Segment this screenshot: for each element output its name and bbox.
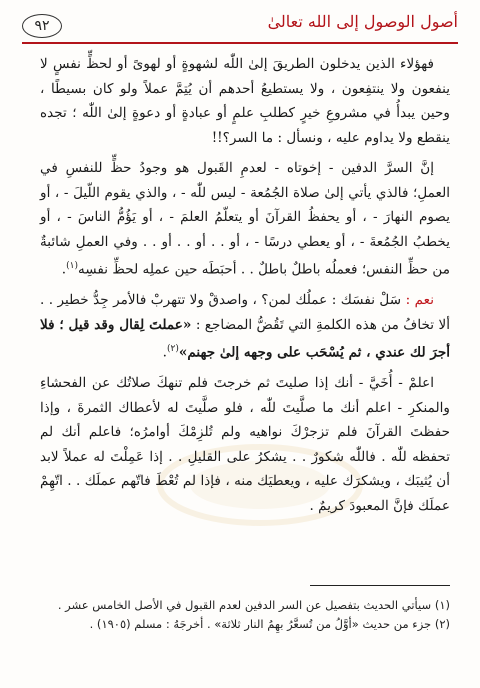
header-rule xyxy=(22,42,458,44)
running-title: أصول الوصول إلى الله تعالىٰ xyxy=(267,12,458,31)
footnote-2: (٢) جزء من حديث «أوَّلُ من تُسعَّرُ بهِمُ النار ثلاثة» . أخرجَهُ : مسلم (١٩٠٥) . xyxy=(89,617,450,631)
footnotes xyxy=(28,596,450,634)
paragraph-2-text: إنَّ السرَّ الدفين - إخوتاه - لعدمِ القَبول هو وجودُ حظٍّ للنفسِ في العملِ؛ فالذي يأتي إلىٰ صلاة الجُمُعة - ليس للّٰه - ، والذي يقوم اللّيلَ - ، أو يصوم النهارَ - ، أو يحفظُ القرآنَ أو يتعلّمُ العلمَ - ، أو يَؤُمُّ الناسَ - ، أو يخطبُ الجُمُعةَ - ، أو يعطي درسًا - ، أو . . أو . . أو . . وفي العملِ شائبةٌ من حظِّ النفس؛ فعملُه باطلٌ باطلٌ . . أحبَطَه حين عملِه لحظِّ نفسِه xyxy=(40,160,450,278)
paragraph-3: نعم : سَلْ نفسَك : عملُك لمن؟ ، واصدقْ ولا تتهربْ فالأمر جِدُّ خطير . . ألا تخافُ من هذه الكلمةِ التي تَقُضُّ المضاجع : «عملتَ لِقال وقد قيل ؛ فلا أجرَ لك عندي ، ثم يُسْحَب على وجهه إلىٰ جهنم»$^{(٢)}$. xyxy=(40,292,451,361)
footnote-separator xyxy=(310,585,450,586)
paragraph-4: اعلمْ - أُخَيَّ - أنك إذا صليتَ ثم خرجتَ فلم تنهكَ صلاتُك عن الفحشاءِ والمنكرِ - اعلم أنك ما صلَّيتَ للّٰه ، فلو صلَّيتَ له لأعطاك الثمرةَ ، وإذا حفظتَ القرآنَ فلم تزجرْكَ نواهيه ولم تُلزِمْكَ أوامرُه؛ فاعلم أنك لم تحفظه للّٰه . فاللّٰه شكورٌ . . يشكرُ على القليلِ . . إذا عَمِلْتَ له عملاً لابد أن يُثيبَك ، ويشكرَك عليه ، ويعطيَك منه ، فإذا لم تُعْطَ فاتّهم عملَك . . اتّهِمْ عملَك فإنَّ المعبودَ كريمٌ . xyxy=(40,375,450,514)
hadith-quote: «عملتَ لِقال وقد قيل ؛ فلا أجرَ لك عندي ، ثم يُسْحَب على وجهه إلىٰ جهنم» xyxy=(40,316,450,361)
page-number: ٩٢ xyxy=(22,14,62,38)
paragraph-2: إنَّ السرَّ الدفين - إخوتاه - لعدمِ القَبول هو وجودُ حظٍّ للنفسِ في العملِ؛ فالذي يأتي إلىٰ صلاة الجُمُعة - ليس للّٰه - ، والذي يقوم اللّيلَ - ، أو يصوم النهارَ - ، أو يحفظُ القرآنَ أو يتعلّمُ العلمَ - ، أو يَؤُمُّ الناسَ - ، أو يخطبُ الجُمُعةَ - ، أو يعطي درسًا - ، أو . . أو . . أو . . وفي العملِ شائبةٌ من حظِّ النفس؛ فعملُه باطلٌ باطلٌ . . أحبَطَه حين عملِه لحظِّ نفسِه$^{(١)}$. xyxy=(40,160,450,278)
paragraph-3-lead: نعم : xyxy=(405,292,434,309)
footnote-ref-1[interactable]: (١) xyxy=(66,261,78,271)
paragraph-1: فهؤلاء الذين يدخلون الطريقَ إلىٰ اللّٰه لشهوةٍ أو لهوىً أو لحظٍّ نفسٍ لا ينفعون ولا ينتفِعون ، ولا يستطيعُ أحدهم أن يُتِمَّ عملاً ولو كان بسيطًا ، وحين يبدأُ في مشروعِ خيرٍ كطلبِ علمٍ أو عبادةٍ أو دعوةٍ إلىٰ اللّٰه ؛ تجده ينقطع ولا يداوم عليه ، ونسأل : ما السر؟!! xyxy=(40,56,450,146)
paragraph-3-text: سَلْ نفسَك : عملُك لمن؟ ، واصدقْ ولا تتهربْ فالأمر جِدُّ خطير . . ألا تخافُ من هذه الكلمةِ التي تَقُضُّ المضاجع : xyxy=(40,292,451,333)
footnote-ref-2[interactable]: (٢) xyxy=(166,344,179,355)
footnote-1: (١) سيأتي الحديث بتفصيل عن السر الدفين لعدم القبول في الأصل الخامس عشر . xyxy=(57,598,450,612)
body-text xyxy=(40,52,450,522)
page-header xyxy=(22,10,458,44)
